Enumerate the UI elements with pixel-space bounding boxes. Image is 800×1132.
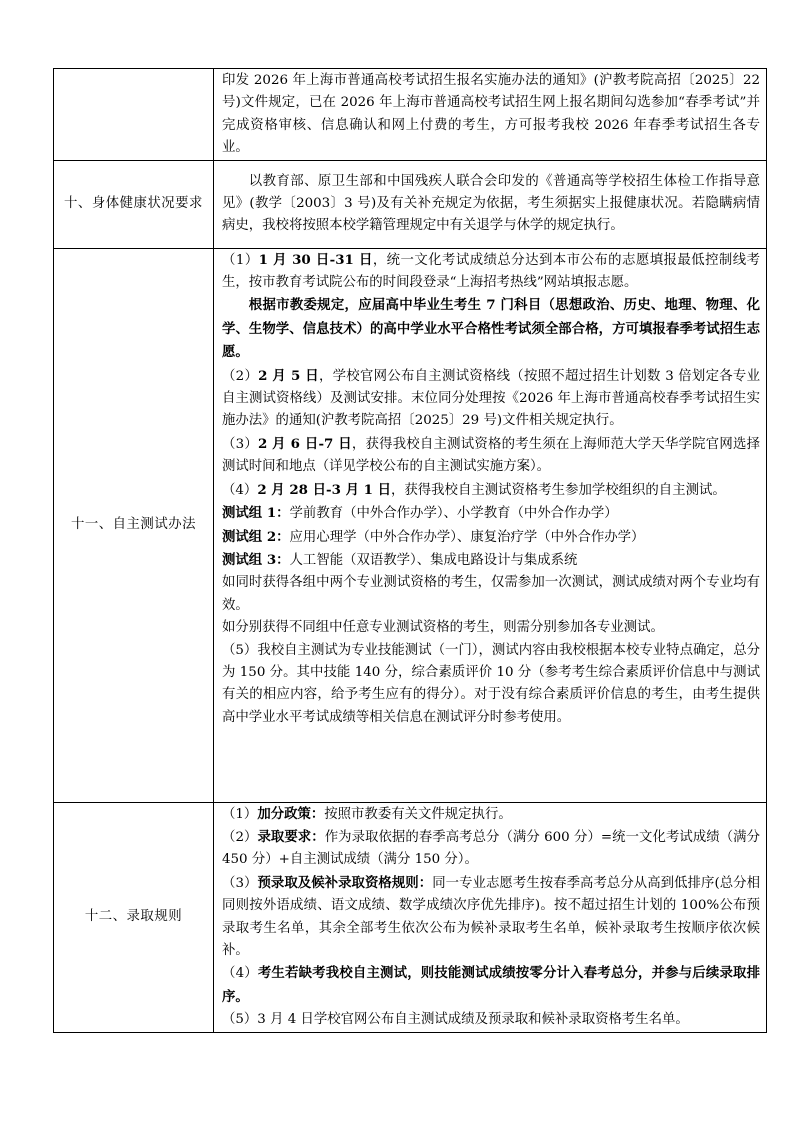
paragraph: [222, 526, 760, 549]
paragraph: [222, 249, 760, 295]
bold-text: 加分政策：: [257, 805, 325, 822]
admission-table: [53, 68, 767, 1033]
text-run: ，学校官网公布自主测试资格线（按照不超过招生计划数 3 倍划定各专业自主测试资格线）及测试安排。末位同分处理按《2026 年上海市普通高校春季考试招生实施办法》的通知(沪教考院高招〔2025〕29 号)文件相关规定执行。: [222, 368, 760, 429]
text-run: 按照市教委有关文件规定执行。: [324, 806, 512, 822]
paragraph: [222, 803, 760, 826]
paragraph: [222, 872, 760, 963]
section-content: [214, 802, 767, 1032]
bold-text: 2 月 5 日: [258, 367, 319, 384]
table-row: [54, 248, 767, 802]
section-content: [214, 248, 767, 802]
paragraph: [222, 479, 760, 502]
bold-text: 测试组 3：: [222, 551, 290, 568]
text-run: （5）我校自主测试为专业技能测试（一门），测试内容由我校根据本校专业特点确定，总分为 150 分。其中技能 140 分，综合素质评价 10 分（参考考生综合素质评价信息中与测试有关的相应内容，给予考生应有的得分）。对于没有综合素质评价信息的考生，由考生提供高中学业水平考试成绩等相关信息在测试评分时参考使用。: [222, 642, 760, 725]
paragraph: [222, 1009, 760, 1031]
bold-text: 预录取及候补录取资格规则：: [257, 874, 433, 891]
text-run: （3）: [222, 875, 258, 891]
paragraph: [222, 549, 760, 572]
bold-text: 1 月 30 日-31 日: [258, 251, 373, 268]
text-run: ，统一文化考试成绩总分达到本市公布的志愿填报最低控制线考生，按市教育考试院公布的时间段登录“上海招考热线”网站填报志愿。: [222, 252, 760, 291]
text-run: （2）: [222, 368, 259, 384]
text-run: ，获得我校自主测试资格的考生须在上海师范大学天华学院官网选择测试时间和地点（详见学校公布的自主测试实施方案）。: [222, 436, 760, 475]
bold-text: 考生若缺考我校自主测试，则技能测试成绩按零分计入春考总分，并参与后续录取排序。: [222, 965, 760, 1005]
text-run: （4）: [222, 482, 258, 498]
text-run: 人工智能（双语教学）、集成电路设计与集成系统: [289, 552, 578, 568]
table-row: [54, 802, 767, 1032]
section-content: [214, 69, 767, 161]
paragraph: [222, 962, 760, 1009]
text-run: （2）: [222, 830, 258, 846]
section-label: 十、身体健康状况要求: [54, 160, 214, 248]
text-run: 作为录取依据的春季高考总分（满分 600 分）=统一文化考试成绩（满分 450 分）+自主测试成绩（满分 150 分）。: [222, 830, 760, 868]
bold-text: 测试组 1：: [222, 505, 290, 522]
paragraph: [222, 502, 760, 525]
table-body: [54, 69, 767, 1033]
bold-text: 测试组 2：: [222, 528, 290, 545]
text-run: 学前教育（中外合作办学）、小学教育（中外合作办学）: [289, 506, 618, 522]
paragraph: [222, 70, 760, 160]
text-run: 如同时获得各组中两个专业测试资格的考生，仅需参加一次测试，测试成绩对两个专业均有效。: [222, 575, 760, 613]
table-row: [54, 160, 767, 248]
paragraph: [222, 572, 760, 617]
text-run: 印发 2026 年上海市普通高校考试招生报名实施办法的通知》(沪教考院高招〔2025〕22 号)文件规定，已在 2026 年上海市普通高校考试招生网上报名期间勾选参加“春季考试”并完成资格审核、信息确认和网上付费的考生，方可报考我校 2026 年春季考试招生各专业。: [222, 73, 760, 156]
section-label: 十二、录取规则: [54, 802, 214, 1032]
text-run: 应用心理学（中外合作办学）、康复治疗学（中外合作办学）: [289, 529, 645, 545]
text-run: （4）: [222, 966, 258, 982]
text-run: ，获得我校自主测试资格考生参加学校组织的自主测试。: [391, 482, 726, 498]
text-run: （1）: [222, 252, 259, 268]
text-run: （3）: [222, 436, 258, 452]
paragraph: [222, 826, 760, 872]
bold-text: 2 月 6 日-7 日: [257, 435, 352, 452]
text-run: （1）: [222, 806, 258, 822]
text-run: 同一专业志愿考生按春季高考总分从高到低排序(总分相同则按外语成绩、语文成绩、数学成绩次序优先排序)。按不超过招生计划的 100%公布预录取考生名单，其余全部考生依次公布为候补录取考生名单，候补录取考生按顺序依次候补。: [222, 875, 760, 959]
paragraph: [222, 640, 760, 730]
bold-text: 2 月 28 日-3 月 1 日: [257, 481, 391, 498]
paragraph: [222, 294, 760, 364]
text-run: （5）3 月 4 日学校官网公布自主测试成绩及预录取和候补录取资格考生名单。: [222, 1012, 689, 1028]
section-content: [214, 160, 767, 248]
paragraph: [222, 433, 760, 479]
text-run: 如分别获得不同组中任意专业测试资格的考生，则需分别参加各专业测试。: [222, 620, 664, 636]
table-row: [54, 69, 767, 161]
section-label: 十一、自主测试办法: [54, 248, 214, 802]
section-label: [54, 69, 214, 161]
bold-text: 录取要求：: [257, 829, 325, 846]
bold-text: 根据市教委规定，应届高中毕业生考生 7 门科目（思想政治、历史、地理、物理、化学、生物学、信息技术）的高中学业水平合格性考试须全部合格，方可填报春季考试招生志愿。: [222, 297, 760, 361]
paragraph: [222, 365, 760, 433]
text-run: 以教育部、原卫生部和中国残疾人联合会印发的《普通高等学校招生体检工作指导意见》(教学〔2003〕3 号)及有关补充规定为依据，考生须据实上报健康状况。若隐瞒病情病史，我校将按照本校学籍管理规定中有关退学与休学的规定执行。: [222, 173, 760, 234]
paragraph: [222, 171, 760, 238]
paragraph: [222, 617, 760, 639]
